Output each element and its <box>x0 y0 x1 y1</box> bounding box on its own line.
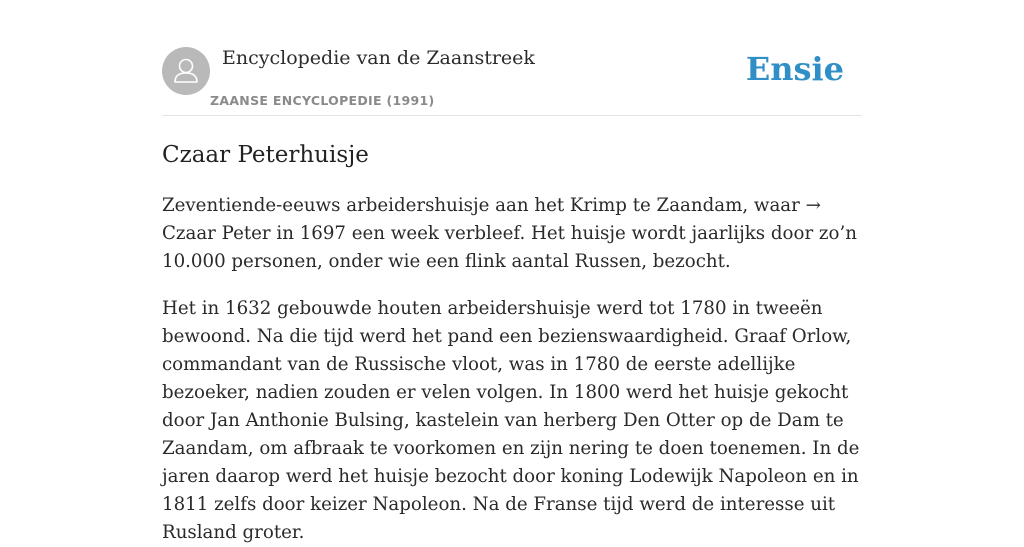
paragraph-text: Zeventiende-eeuws arbeidershuisje aan het Krimp te Zaandam, waar <box>162 195 806 216</box>
source-subtitle: ZAANSE ENCYCLOPEDIE (1991) <box>210 93 435 108</box>
source-header <box>162 0 862 116</box>
source-title[interactable]: Encyclopedie van de Zaanstreek <box>222 47 535 69</box>
article-title: Czaar Peterhuisje <box>162 142 369 168</box>
article-paragraph-1 <box>162 192 862 276</box>
user-silhouette-icon <box>162 47 210 95</box>
brand-logo[interactable]: Ensie <box>745 50 844 88</box>
paragraph-text: in 1697 een week verbleef. Het huisje wordt jaarlijks door zo’n 10.000 personen, onder wie een flink aantal Russen, bezocht. <box>162 223 857 272</box>
cross-reference-link[interactable]: → Czaar Peter <box>162 195 821 244</box>
article-paragraph-2: Het in 1632 gebouwde houten arbeidershuisje werd tot 1780 in tweeën bewoond. Na die tijd werd het pand een bezienswaardigheid. Graaf Orlow, commandant van de Russische vloot, was in 1780 de eerste adellijke bezoeker, nadien zouden er velen volgen. In 1800 werd het huisje gekocht door Jan Anthonie Bulsing, kastelein van herberg Den Otter op de Dam te Zaandam, om afbraak te voorkomen en zijn nering te doen toenemen. In de jaren daarop werd het huisje bezocht door koning Lodewijk Napoleon en in 1811 zelfs door keizer Napoleon. Na de Franse tijd werd de interesse uit Rusland groter. <box>162 298 860 543</box>
source-avatar[interactable] <box>162 47 210 95</box>
article <box>162 138 862 547</box>
